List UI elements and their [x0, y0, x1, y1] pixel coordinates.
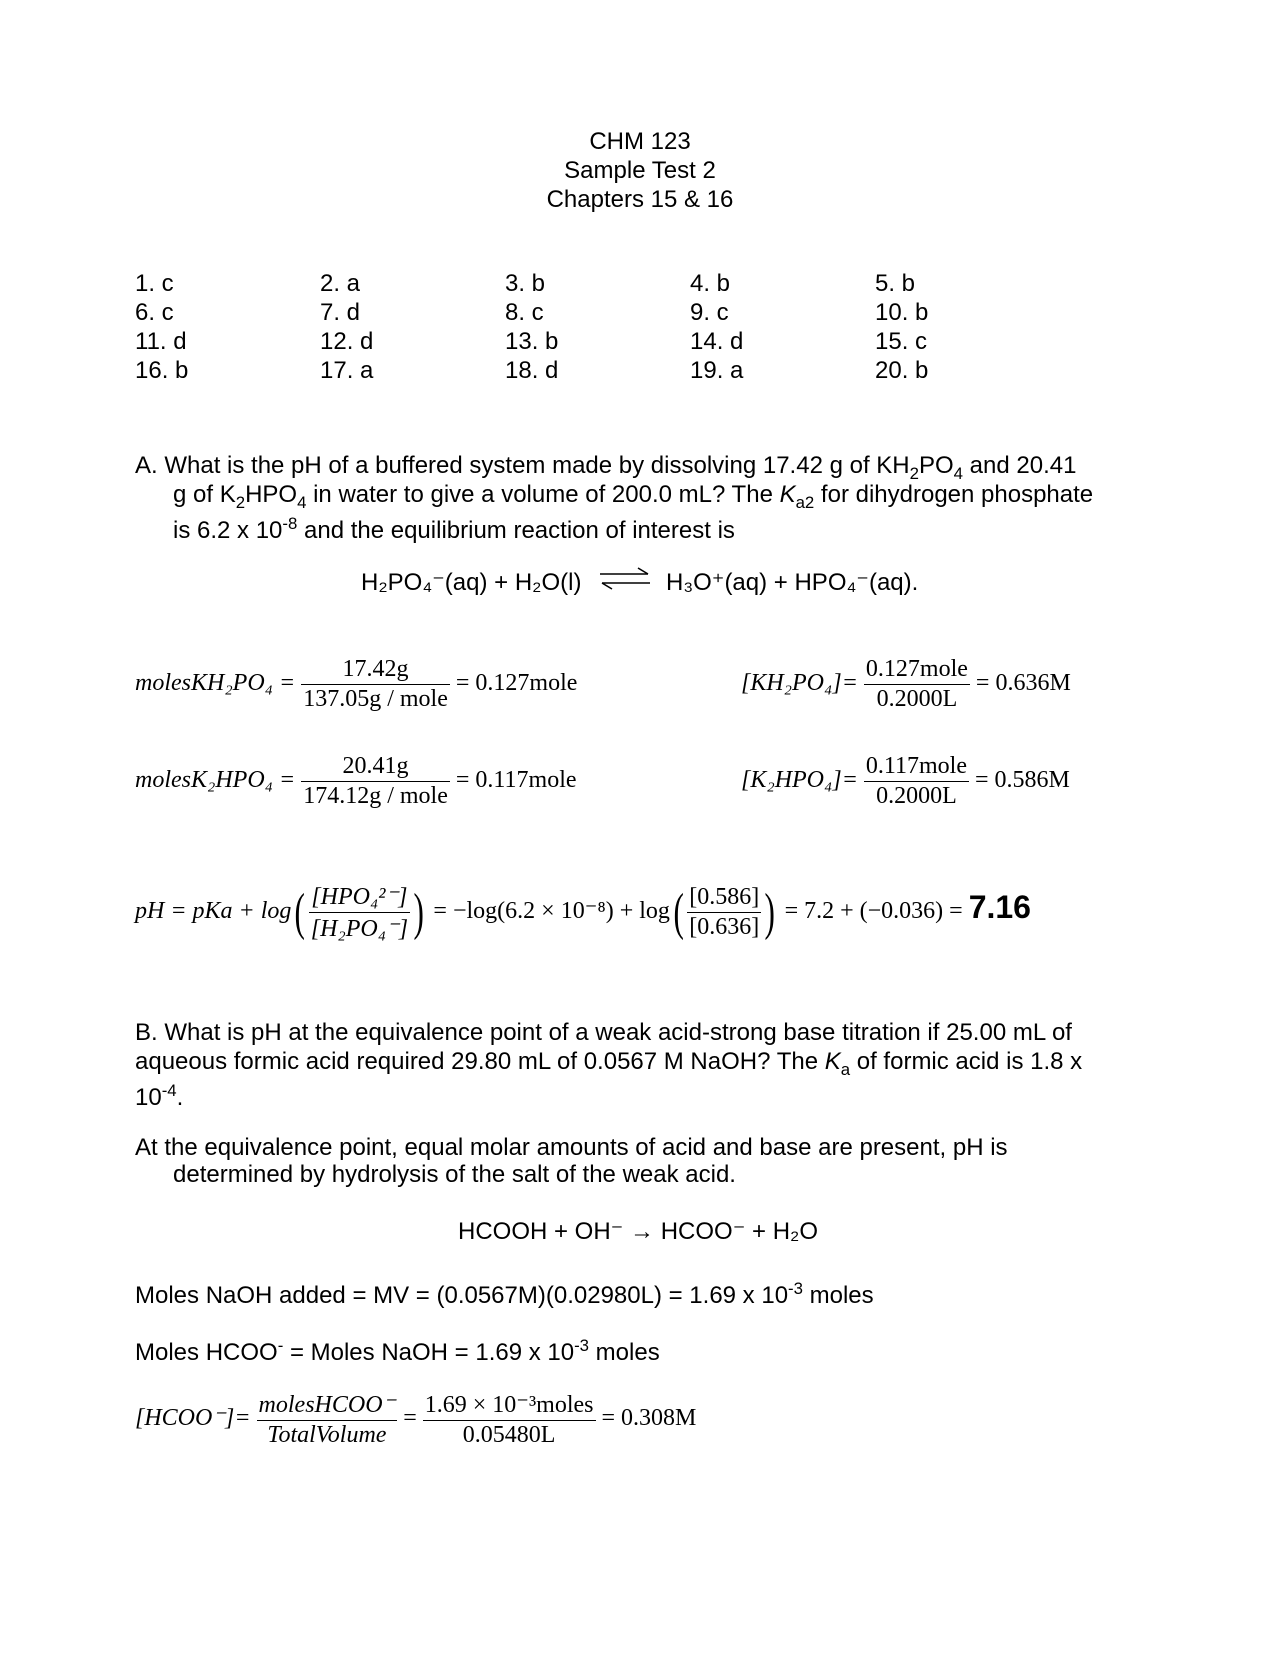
question-a-line-1: A. What is the pH of a buffered system made by dissolving 17.42 g of $KH_2PO_4$ and 20.41	[135, 452, 1077, 483]
moles-kh2po4-fraction: $\frac{17.42g}{\text{137.05g / mole}}$	[303, 656, 448, 712]
answer-item: 20. b	[875, 357, 929, 384]
answer-item: 6. c	[135, 299, 174, 326]
answer-item: 13. b	[505, 328, 559, 355]
answer-item: 1. c	[135, 270, 174, 297]
moles-k2hpo4-fraction: $\frac{20.41g}{\text{174.12g / mole}}$	[303, 753, 448, 809]
chapters-title: Chapters 15 & 16	[546, 186, 734, 213]
answer-item: 12. d	[320, 328, 374, 355]
formic-acid-reaction: HCOOH + OH⁻ → HCOO⁻ + H₂O	[458, 1218, 819, 1245]
hcoo-concentration-eq: [HCOO⁻]= $\frac{\text{molesHCOO⁻}}{\text{TotalVolume}}$ = $\frac{\text{1.69 × 10⁻³moles}}{0.05480L}$ = 0.308M	[135, 1392, 697, 1448]
moles-naoh-line: Moles NaOH added = MV = (0.0567M)(0.02980L) = 1.69 x $10^{-3}$ moles	[135, 1279, 874, 1309]
moles-kh2po4-eq: molesKH₂PO₄ = $\frac{17.42g}{\text{137.05g / mole}}$ = 0.127mole	[135, 656, 578, 712]
conc-k2hpo4-fraction: $\frac{\text{0.117mole}}{0.2000L}$	[865, 753, 968, 809]
conc-kh2po4-fraction: $\frac{\text{0.127mole}}{0.2000L}$	[865, 656, 968, 712]
answer-item: 5. b	[875, 270, 916, 297]
answer-item: 9. c	[690, 299, 729, 326]
answer-item: 7. d	[320, 299, 361, 326]
answer-item: 16. b	[135, 357, 189, 384]
course-title: CHM 123	[589, 128, 691, 155]
hcoo-symbolic-fraction: $\frac{\text{molesHCOO⁻}}{\text{TotalVolume}}$	[258, 1392, 396, 1448]
question-a-line-3: is 6.2 x $10^{-8}$ and the equilibrium reaction of interest is	[173, 514, 735, 544]
explanation-line-1: At the equivalence point, equal molar amounts of acid and base are present, pH is	[135, 1134, 1008, 1161]
ph-value-fraction: $\frac{[0.586]}{[0.636]}$	[689, 884, 760, 940]
ph-answer: 7.16	[968, 889, 1031, 926]
conc-kh2po4-eq: [KH₂PO₄]= $\frac{\text{0.127mole}}{0.2000L}$ = 0.636M	[741, 656, 1071, 712]
question-b-line-3: $10^{-4}$.	[135, 1081, 184, 1111]
equilibrium-left: H₂PO₄⁻(aq) + H₂O(l)	[361, 569, 582, 596]
equilibrium-arrow-icon	[598, 565, 652, 593]
explanation-line-2: determined by hydrolysis of the salt of the weak acid.	[173, 1161, 736, 1188]
conc-k2hpo4-eq: [K₂HPO₄]= $\frac{\text{0.117mole}}{0.2000L}$ = 0.586M	[741, 753, 1070, 809]
answer-item: 15. c	[875, 328, 928, 355]
ph-ratio-fraction: $\frac{\text{[HPO₄²⁻]}}{\text{[H₂PO₄⁻]}}$	[310, 884, 409, 942]
answer-item: 14. d	[690, 328, 744, 355]
henderson-hasselbalch-eq: pH = pKa + log( $\frac{\text{[HPO₄²⁻]}}{\text{[H₂PO₄⁻]}}$ ) = −log(6.2 × 10⁻⁸) + log( $\frac{[0.586]}{[0.636]}$ ) = 7.2 + (−0.036) = 7.16	[135, 884, 1031, 942]
test-title: Sample Test 2	[564, 157, 716, 184]
answer-item: 19. a	[690, 357, 744, 384]
moles-k2hpo4-eq: molesK₂HPO₄ = $\frac{20.41g}{\text{174.12g / mole}}$ = 0.117mole	[135, 753, 577, 809]
question-b-line-1: B. What is pH at the equivalence point of a weak acid-strong base titration if 25.00 mL of	[135, 1019, 1072, 1046]
hcoo-numeric-fraction: $\frac{\text{1.69 × 10⁻³moles}}{0.05480L}$	[424, 1392, 594, 1448]
answer-item: 3. b	[505, 270, 546, 297]
answer-item: 4. b	[690, 270, 731, 297]
question-a-line-2: g of $K_2HPO_4$ in water to give a volume of 200.0 mL? The $K_{a2}$ for dihydrogen phosphate	[173, 481, 1094, 512]
answer-item: 11. d	[135, 328, 187, 355]
answer-item: 2. a	[320, 270, 361, 297]
answer-item: 10. b	[875, 299, 929, 326]
answer-item: 8. c	[505, 299, 544, 326]
answer-item: 17. a	[320, 357, 374, 384]
answer-item: 18. d	[505, 357, 559, 384]
moles-hcoo-line: Moles HCOO- = Moles NaOH = 1.69 x $10^{-3}$ moles	[135, 1336, 660, 1366]
question-b-line-2: aqueous formic acid required 29.80 mL of 0.0567 M NaOH? The $K_a$ of formic acid is 1.8 x	[135, 1048, 1083, 1079]
equilibrium-right: H₃O⁺(aq) + HPO₄⁻(aq).	[666, 569, 919, 596]
